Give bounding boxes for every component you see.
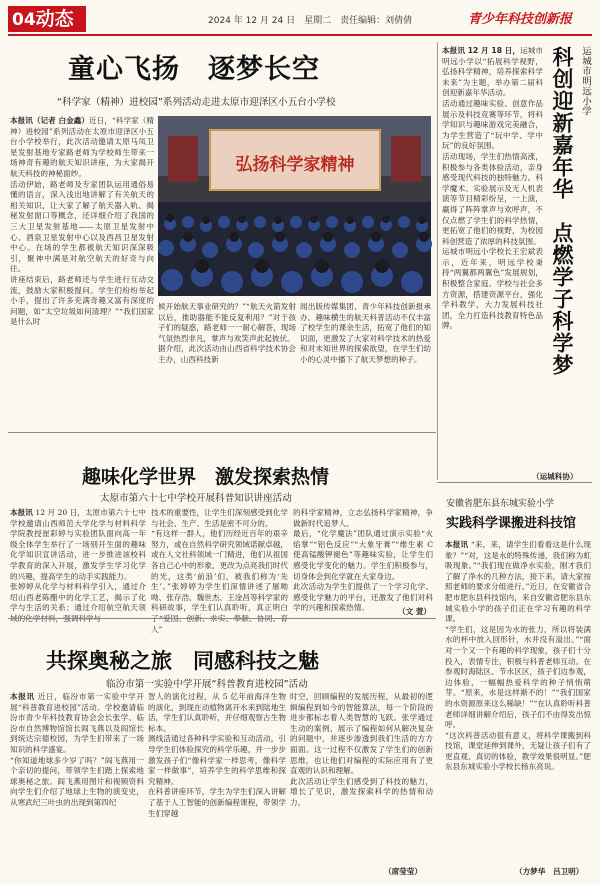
article3-source: （席莹莹） bbox=[384, 867, 422, 876]
article3-col1-text: 近日，临汾市第一实验中学开展“科普教育进校园”活动。学校邀请临汾市青少年科技教育协会会长张学、临汾市自然博物馆馆长阎飞燕以及阎馆长到统达宗德校园，为学生们带来了一场知识的科学盛宴。 “你知道地球多少岁了吗？”阎飞燕用一个亲切的提问，带领学生们踏上探索地球奥秘之旅。阎飞燕用图片和视频资料向学生们介绍了地球上生物的演变史，从寒武纪三叶虫的出现到第四纪 bbox=[10, 692, 144, 807]
section-number: 04 bbox=[12, 10, 36, 30]
header-rule bbox=[8, 34, 592, 36]
article2-title: 趣味化学世界 激发探索热情 bbox=[82, 466, 330, 488]
article1-col2: 候开始航天事业研究的？”“航天火箭发射以后，推助器能不能反复利用？”对于孩子们的疑惑，路老师一一耐心解答，现场气氛热烈非凡，掌声与欢笑声此起彼伏。 据介绍，此次活动由山西省科学技术协会主办，山西科技新 bbox=[158, 302, 296, 364]
article2-col3: 的科学家精神，立志弘扬科学家精神，争做新时代追梦人。 最后，“化学魔法”团队通过演示实验“火焰掌”“铝色反应”“大象牙膏”“维生素 C 使高锰酸钾褪色”等趣味实验，让学生们感受化学变化的魅力。学生们积极参与，切身体会到化学就在大家身边。 此次活动为学生们提供了一个学习化学、感受化学魅力的平台，还激发了他们对科学的兴趣和探索热情。 bbox=[293, 508, 433, 613]
article1-byline: 本报讯（记者 白金鑫） bbox=[10, 116, 90, 125]
article1-title: 童心飞扬 逐梦长空 bbox=[68, 54, 320, 85]
section-badge bbox=[8, 6, 86, 32]
article1-photo bbox=[158, 116, 431, 296]
divider-1 bbox=[8, 432, 436, 433]
side-article-text bbox=[442, 46, 543, 464]
article2-col2: 技术的重要性，让学生们深刻感受到化学与社会、生产、生活是密不可分的。 “有这样一群人，他们历经近百年的艰辛努力，或在自然科学研究领域诺献卓越，或在人文社科领域一门精进，他们从祖国各自己心中的形象，更改为点亮我们时代的光，这类‘前浪’们，被我们称为‘先生’。”张婷婷为学生们深情讲述了屠呦呦、张存浩、魏世杰、王淦昌等科学家的科研故事，学生们认真聆听，真正明白 人” bbox=[151, 508, 288, 634]
article4-kicker: 安徽省肥东县东城实验小学 bbox=[446, 499, 555, 509]
article1-col1-text: 近日，“科学家（精神）进校园”系列活动在太原市迎泽区小五台小学校举行，此次活动邀请太原马凤卫星发射基地专家路老师为学校师生带来一场神奇有趣的航天知识讲座，为大家揭开航天科技的神秘面纱。 活动伊始，路老师及专家团队运用通俗易懂的语言，深入浅出地讲解了有关航天的相关知识，让大家了解了航天器入轨、揭秘发射窗口等概念，还详细介绍了我国的三大卫星发射基地——太原卫星发射中心、酒泉卫星发射中心以及西昌卫星发射中心。在场的学生都被航天知识深深吸引，聚神中满是对航空航天的好奇与向往。 讲座结束后，路老师还与学生进行互动交流，鼓励大家积极提问。学生们纷纷举起小手，提出了许多充满奇趣又富有深度的问题，如“太空垃圾如何清理？”“我们国家是什么时 bbox=[10, 116, 154, 327]
article4-text bbox=[445, 540, 591, 862]
auditorium-illustration bbox=[158, 116, 431, 296]
article3-title: 共探奥秘之旅 同感科技之魅 bbox=[46, 649, 319, 673]
side-article-kicker: 运城市明远小学 bbox=[580, 46, 591, 116]
article1-col1 bbox=[10, 116, 154, 428]
article3-col1 bbox=[10, 692, 144, 878]
side-article-body: 运城市明远小学以“拓展科学视野，弘扬科学精神，培养探索科学未来”为主题，举办第二届科创迎新嘉年华活动。 活动通过趣味实验、创意作品展示及科技竞赛等环节，将科学知识与趣味游戏完美融合，为学生营造了“玩中学、学中玩”的良好氛围。 活动现场，学生们热情高涨，积极参与各类体验活动，亲身感受现代科技的独特魅力。科学魔术、实验展示及无人机表演等节目精彩纷呈，一上演，赢得了阵阵掌声与欢呼声，不仅点燃了学生们的科学热情，更拓宽了他们的视野，为校园科创营造了浓厚的科技氛围。 运城市明远小学校长王宏斌表示，近年来，明远学校秉持“两翼都两翼色”发展规划，积极整合家庭、学校与社会多方资源，搭建资源平台，强化学科教学，大力发展科技社团，全力打造科技教育特色品牌。 bbox=[442, 46, 543, 331]
section-name: 动态 bbox=[35, 8, 74, 30]
article4-byline: 本报讯 bbox=[445, 540, 469, 549]
date-line: 2024 年 12 月 24 日 星期二 责任编辑：刘倩倩 bbox=[208, 16, 413, 26]
article2-col1-text: 12 月 20 日，太原市第六十七中学校邀请山西师范大学化学与材料科学学院教授崔彩婷与实验团队面向高一年级全体学生举行了一场别开生面的趣味化学知识宣讲活动，进一步推进该校科学教育的深入开展，激发学生学习化学的兴趣，提高学生的动手实践能力。 张婷婷从化学与材料科学引入，通过介绍山西老陈醋中的化学工艺，揭示了化学与生活的关系；通过介绍航空航天领 bbox=[10, 508, 146, 613]
article2-byline: 本报讯 bbox=[10, 508, 33, 517]
article4-source: （方梦华 吕卫明） bbox=[515, 867, 584, 876]
article4-body: “来，来，请学生们看看这是什么现象？”“对，这是水的特殊传递，我们称为虹吸现象。”“我们现在做净水实验，刚才我们了解了净水的几种方法，接下来，请大家按照老师的要求分组进行。”近日，在安徽省合肥市肥东县科技馆内，来自安徽省肥东县东城实验小学的孩子们正在学习有趣的科学课。 “学生们，这是因为水的张力，所以将装满水的杯中放入回形针，水并没有溢出。”“面对一个又一个有趣的科学现象，孩子们十分投入，表情专注，积极与科普老师互动。在参观时海陆区、节水区区，孩子们边参观，边体验，一幅幅热爱科学的种子悄悄萌芽。“原来，水是这样渐不的！”“我们国家的水资源原来这么稀缺！”“在认真聆听科普老师详细讲解介绍后，孩子们不由得发出惊呼。 “这次科普活动很有意义，将科学课搬到科技馆，课堂延伸到课外，无疑让孩子们有了更直观、真切的体验，教学效果很明显。”肥东县东城实验小学校长杨东亮说。 bbox=[445, 540, 591, 772]
side-article-title: 科创迎新嘉年华 点燃学子科学梦 bbox=[550, 46, 574, 376]
article1-subtitle: “科学家（精神）进校园”系列活动走进太原市迎泽区小五台小学校 bbox=[57, 97, 336, 108]
photo-banner-text: 弘扬科学家精神 bbox=[235, 155, 355, 175]
article1-col3: 闻出版传媒集团、青少年科技创新报承办。趣味横生的航天科普活动不仅丰富了校学生的课余生活，拓宽了他们的知识面，更激发了大家对科学技术的热爱和对未知世界的探索欲望，在学生们幼小的心灵中播下了航天梦想的种子。 bbox=[300, 302, 431, 364]
divider-side bbox=[437, 482, 592, 483]
newspaper-brand: 青少年科技创新报 bbox=[468, 12, 573, 27]
article2-col1 bbox=[10, 508, 146, 614]
article3-col2: 智人的演化过程，从 5 亿年前海洋生物的演化，到现在动植物离开水来到陆地生活，学生们认真聆听，并仔细观察古生物标本。 测线活通过各种科学实验和互动活动，引导学生们体验探究的科学乐趣，并一步步激发孩子们“像科学家一样思考，像科学家一样做事”，培养学生的科学思维和探究精神。 在科普讲座环节，学生为学生们深入讲解了基于人工智能的创新编程课程，带领学生们穿越 bbox=[148, 692, 286, 818]
article3-byline: 本报讯 bbox=[10, 692, 35, 701]
divider-2 bbox=[8, 618, 436, 619]
side-article-byline: 本报讯 12 月 18 日， bbox=[442, 46, 521, 55]
article3-subtitle: 临汾市第一实验中学开展“科普教育进校园”活动 bbox=[106, 679, 308, 690]
article3-col3: 时空，回顾编程的发展历程，从最初的逻辑编程到如今的智能算法，每一个阶段的进步都标志着人类智慧的飞跃。张学通过生动的案例，展示了编程如何从解决复杂的问题中，并逐步渗透到我们生活的方方面面。这一过程不仅激发了学生们的创新思维，也让他们对编程的实际应用有了更直观的认识和理解。 此次活动让学生们感受到了科技的魅力，增长了见识，激发探索科学的热情和动力。 bbox=[290, 692, 433, 807]
article4-title: 实践科学课搬进科技馆 bbox=[446, 516, 577, 531]
column-divider bbox=[437, 42, 438, 480]
side-article-source: （运城科协） bbox=[532, 472, 578, 481]
article2-subtitle: 太原市第六十七中学校开展科普知识讲座活动 bbox=[100, 493, 292, 504]
article2-source: （文 萱） bbox=[398, 607, 432, 616]
